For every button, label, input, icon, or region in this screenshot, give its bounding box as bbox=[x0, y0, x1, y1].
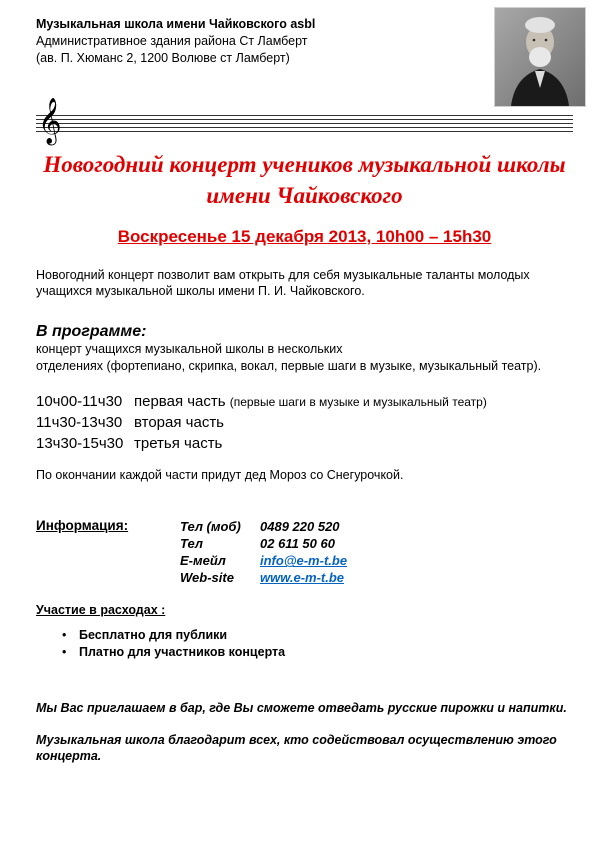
treble-clef-icon: 𝄞 bbox=[38, 97, 62, 144]
contact-row bbox=[180, 518, 347, 535]
contact-label: Тел bbox=[180, 536, 203, 552]
contact-list bbox=[180, 518, 347, 587]
email-link[interactable]: info@e-m-t.be bbox=[260, 553, 348, 569]
program-heading: В программе: bbox=[36, 323, 147, 341]
tchaikovsky-portrait bbox=[495, 8, 585, 106]
info-heading-label: Информация: bbox=[36, 517, 129, 533]
portrait-graphic bbox=[495, 8, 585, 106]
phone-mobile-value: 0489 220 520 bbox=[260, 518, 340, 534]
schedule-part: третья часть bbox=[134, 434, 223, 452]
schedule-part: вторая часть bbox=[134, 413, 224, 431]
info-section bbox=[36, 518, 573, 587]
contact-label: Web-site bbox=[180, 570, 234, 586]
contact-label: Е-мейл bbox=[180, 553, 226, 569]
event-date: Воскресенье 15 декабря 2013, 10h00 – 15h30 bbox=[117, 226, 492, 246]
list-item bbox=[62, 627, 573, 645]
contact-row bbox=[180, 552, 347, 569]
participation-heading-label: Участие в расходах : bbox=[36, 602, 166, 617]
address-line-1: Административное здания района Ст Ламберт bbox=[36, 33, 308, 48]
contact-row bbox=[180, 569, 347, 586]
contact-row bbox=[180, 535, 347, 552]
bullet-text: • Платно для участников концерта bbox=[79, 645, 286, 660]
participation-bullets bbox=[62, 627, 573, 662]
schedule bbox=[36, 391, 573, 454]
schedule-row bbox=[36, 391, 573, 412]
bullet-text: • Бесплатно для публики bbox=[79, 627, 228, 642]
staff-lines bbox=[36, 115, 573, 132]
schedule-note: (первые шаги в музыке и музыкальный театр) bbox=[229, 394, 487, 409]
school-name: Музыкальная школа имени Чайковского asbl bbox=[36, 17, 316, 31]
header bbox=[36, 16, 573, 67]
schedule-row bbox=[36, 433, 573, 454]
address-line-2: (ав. П. Хюманс 2, 1200 Волюве ст Ламберт) bbox=[36, 50, 290, 65]
schedule-time: 13ч30-15ч30 bbox=[36, 434, 124, 452]
program-description-line-1: концерт учащихся музыкальной школы в нескольких bbox=[36, 342, 343, 357]
thanks-note: Музыкальная школа благодарит всех, кто содействовал осуществлению этого концерта. bbox=[36, 732, 557, 764]
info-heading bbox=[36, 518, 180, 587]
page-title: Новогодний концерт учеников музыкальной школы имени Чайковского bbox=[43, 151, 566, 208]
list-item bbox=[62, 644, 573, 662]
participation-section bbox=[36, 603, 573, 662]
intro-paragraph: Новогодний концерт позволит вам открыть для себя музыкальные таланты молодых учащихся музыкальной школы имени П. И. Чайковского. bbox=[36, 267, 530, 298]
schedule-row bbox=[36, 412, 573, 433]
website-link[interactable]: www.e-m-t.be bbox=[260, 570, 345, 586]
schedule-part: первая часть bbox=[134, 392, 226, 410]
schedule-time: 10ч00-11ч30 bbox=[36, 392, 123, 410]
schedule-time: 11ч30-13ч30 bbox=[36, 413, 123, 431]
participation-heading bbox=[36, 603, 573, 617]
phone-value: 02 611 50 60 bbox=[260, 536, 335, 552]
contact-label: Тел (моб) bbox=[180, 518, 241, 534]
bar-invitation-note: Мы Вас приглашаем в бар, где Вы сможете отведать русские пирожки и напитки. bbox=[36, 700, 567, 715]
music-staff bbox=[36, 97, 573, 144]
santa-note: По окончании каждой части придут дед Мороз со Снегурочкой. bbox=[36, 467, 404, 482]
program-description-line-2: отделениях (фортепиано, скрипка, вокал, первые шаги в музыке, музыкальный театр). bbox=[36, 359, 542, 374]
